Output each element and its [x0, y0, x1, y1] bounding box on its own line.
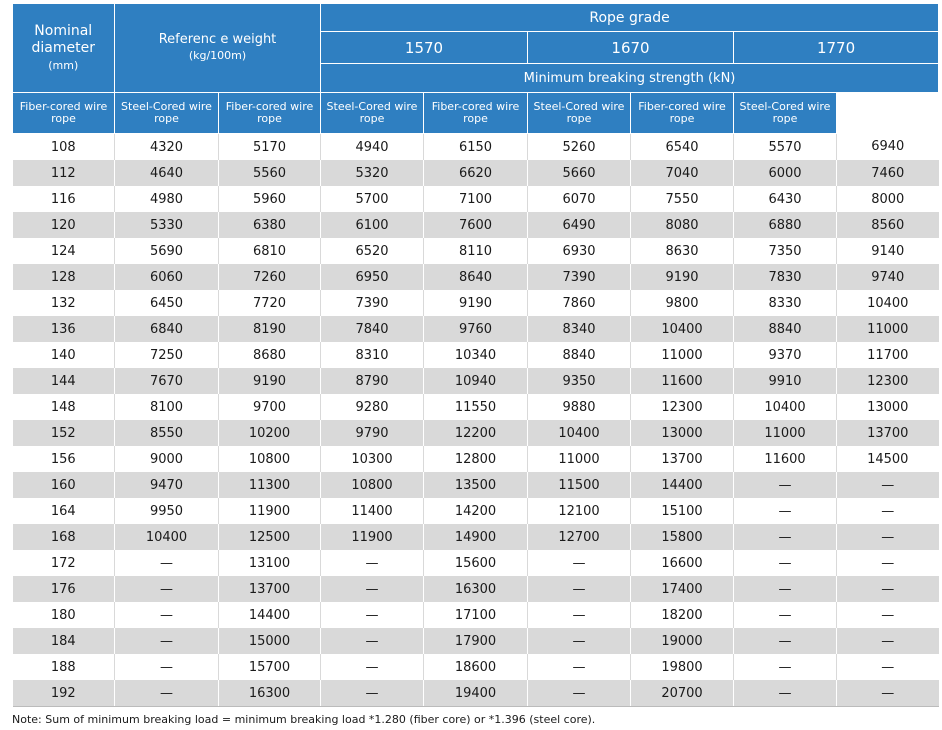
mbs-1570-steel-cell: 14900	[424, 524, 528, 550]
mbs-1770-steel-cell: —	[837, 654, 939, 680]
mbs-1570-steel-cell: 6150	[424, 134, 528, 161]
rope-type-suffix: rope	[566, 112, 592, 125]
mbs-1570-steel-cell: 8640	[424, 264, 528, 290]
mbs-1570-fiber-cell: —	[321, 628, 424, 654]
ref-weight-fiber-cell: —	[115, 550, 219, 576]
mbs-1670-fiber-cell: —	[528, 576, 631, 602]
ref-weight-steel-cell: 10200	[219, 420, 321, 446]
table-row	[13, 524, 939, 550]
diameter-cell: 188	[13, 654, 115, 680]
mbs-1670-fiber-cell: 12700	[528, 524, 631, 550]
mbs-1770-fiber-cell: 7830	[734, 264, 837, 290]
mbs-1670-fiber-cell: 5660	[528, 160, 631, 186]
mbs-1770-fiber-cell: 6000	[734, 160, 837, 186]
diameter-cell: 180	[13, 602, 115, 628]
mbs-1770-fiber-cell: —	[734, 654, 837, 680]
diameter-cell: 124	[13, 238, 115, 264]
mbs-1670-fiber-cell: 11000	[528, 446, 631, 472]
rope-type-label: Fiber-cored wire	[19, 100, 108, 113]
mbs-1770-fiber-cell: —	[734, 498, 837, 524]
mbs-1670-steel-cell: 9190	[631, 264, 734, 290]
table-row	[13, 186, 939, 212]
ref-weight-fiber-cell: 9950	[115, 498, 219, 524]
mbs-1770-fiber-cell: —	[734, 602, 837, 628]
ref-weight-fiber-cell: 5330	[115, 212, 219, 238]
mbs-1770-steel-cell: 8000	[837, 186, 939, 212]
ref-weight-steel-cell: 5170	[219, 134, 321, 161]
mbs-1770-steel-cell: 9140	[837, 238, 939, 264]
reference-weight-header	[115, 4, 321, 93]
mbs-1770-steel-cell: —	[837, 628, 939, 654]
mbs-1570-fiber-cell: 6950	[321, 264, 424, 290]
header-row-grade	[13, 4, 939, 32]
ref-weight-steel-cell: 15700	[219, 654, 321, 680]
ref-weight-fiber-cell: 9000	[115, 446, 219, 472]
mbs-1670-steel-cell: 9800	[631, 290, 734, 316]
ref-weight-steel-cell: 16300	[219, 680, 321, 707]
mbs-1770-fiber-cell: 6430	[734, 186, 837, 212]
diameter-cell: 140	[13, 342, 115, 368]
mbs-1670-fiber-cell: —	[528, 550, 631, 576]
ref-weight-steel-cell: 9700	[219, 394, 321, 420]
fiber-cored-header	[631, 93, 734, 134]
diameter-cell: 168	[13, 524, 115, 550]
mbs-1570-fiber-cell: —	[321, 576, 424, 602]
diameter-cell: 192	[13, 680, 115, 707]
mbs-1770-steel-cell: 6940	[837, 134, 939, 161]
table-row	[13, 602, 939, 628]
mbs-1570-fiber-cell: 5320	[321, 160, 424, 186]
ref-weight-fiber-cell: 7670	[115, 368, 219, 394]
ref-weight-fiber-cell: —	[115, 628, 219, 654]
table-row	[13, 628, 939, 654]
mbs-1670-steel-cell: 18200	[631, 602, 734, 628]
mbs-1770-steel-cell: 7460	[837, 160, 939, 186]
ref-weight-fiber-cell: —	[115, 602, 219, 628]
mbs-1670-fiber-cell: 11500	[528, 472, 631, 498]
mbs-1670-fiber-cell: 8840	[528, 342, 631, 368]
grade-1770-header: 1770	[734, 32, 939, 64]
mbs-1570-steel-cell: 14200	[424, 498, 528, 524]
table-row	[13, 472, 939, 498]
min-breaking-strength-header: Minimum breaking strength (kN)	[321, 64, 939, 93]
nominal-diameter-header	[13, 4, 115, 93]
mbs-1770-steel-cell: —	[837, 602, 939, 628]
diameter-cell: 152	[13, 420, 115, 446]
ref-weight-fiber-cell: —	[115, 680, 219, 707]
mbs-1770-fiber-cell: —	[734, 550, 837, 576]
mbs-1770-steel-cell: —	[837, 576, 939, 602]
mbs-1670-fiber-cell: 6490	[528, 212, 631, 238]
mbs-1770-steel-cell: —	[837, 498, 939, 524]
ref-weight-steel-cell: 14400	[219, 602, 321, 628]
diameter-cell: 108	[13, 134, 115, 161]
diameter-cell: 184	[13, 628, 115, 654]
mbs-1770-steel-cell: 11000	[837, 316, 939, 342]
table-row	[13, 420, 939, 446]
ref-weight-fiber-cell: —	[115, 654, 219, 680]
mbs-1570-fiber-cell: 10800	[321, 472, 424, 498]
mbs-1670-fiber-cell: 7860	[528, 290, 631, 316]
mbs-1570-steel-cell: 11550	[424, 394, 528, 420]
mbs-1770-steel-cell: 14500	[837, 446, 939, 472]
mbs-1670-fiber-cell: —	[528, 602, 631, 628]
mbs-1570-fiber-cell: 11900	[321, 524, 424, 550]
mbs-1770-steel-cell: 9740	[837, 264, 939, 290]
mbs-1670-fiber-cell: —	[528, 680, 631, 707]
mbs-1670-steel-cell: 13000	[631, 420, 734, 446]
mbs-1770-fiber-cell: 7350	[734, 238, 837, 264]
mbs-1570-fiber-cell: 8310	[321, 342, 424, 368]
rope-spec-table	[12, 3, 939, 707]
diameter-cell: 176	[13, 576, 115, 602]
mbs-1770-steel-cell: —	[837, 524, 939, 550]
mbs-1670-fiber-cell: —	[528, 628, 631, 654]
fiber-cored-header	[424, 93, 528, 134]
mbs-1570-steel-cell: 12800	[424, 446, 528, 472]
steel-cored-header	[734, 93, 837, 134]
mbs-1570-steel-cell: 18600	[424, 654, 528, 680]
rope-type-label: Steel-Cored wire	[533, 100, 625, 113]
rope-type-suffix: rope	[669, 112, 695, 125]
table-row	[13, 160, 939, 186]
rope-type-label: Steel-Cored wire	[326, 100, 418, 113]
mbs-1770-steel-cell: 13000	[837, 394, 939, 420]
grade-1670-header: 1670	[528, 32, 734, 64]
mbs-1570-fiber-cell: 6520	[321, 238, 424, 264]
grade-1570-header: 1570	[321, 32, 528, 64]
diameter-cell: 156	[13, 446, 115, 472]
mbs-1670-steel-cell: 7040	[631, 160, 734, 186]
rope-type-label: Fiber-cored wire	[431, 100, 520, 113]
table-row	[13, 576, 939, 602]
mbs-1770-fiber-cell: 11600	[734, 446, 837, 472]
mbs-1670-fiber-cell: 6930	[528, 238, 631, 264]
mbs-1770-steel-cell: 12300	[837, 368, 939, 394]
mbs-1570-steel-cell: 10940	[424, 368, 528, 394]
diameter-cell: 128	[13, 264, 115, 290]
steel-cored-header	[528, 93, 631, 134]
mbs-1670-steel-cell: 13700	[631, 446, 734, 472]
ref-weight-steel-cell: 10800	[219, 446, 321, 472]
mbs-1570-fiber-cell: 9280	[321, 394, 424, 420]
diameter-cell: 148	[13, 394, 115, 420]
mbs-1670-fiber-cell: 5260	[528, 134, 631, 161]
mbs-1770-steel-cell: 13700	[837, 420, 939, 446]
table-row	[13, 498, 939, 524]
mbs-1570-steel-cell: 12200	[424, 420, 528, 446]
rope-type-label: Steel-Cored wire	[739, 100, 831, 113]
mbs-1570-fiber-cell: —	[321, 602, 424, 628]
diameter-cell: 112	[13, 160, 115, 186]
ref-weight-fiber-cell: —	[115, 576, 219, 602]
table-row	[13, 550, 939, 576]
mbs-1770-fiber-cell: 5570	[734, 134, 837, 161]
ref-weight-fiber-cell: 9470	[115, 472, 219, 498]
ref-weight-steel-cell: 5560	[219, 160, 321, 186]
table-row	[13, 342, 939, 368]
ref-weight-fiber-cell: 8550	[115, 420, 219, 446]
mbs-1770-steel-cell: 11700	[837, 342, 939, 368]
mbs-1570-fiber-cell: 7840	[321, 316, 424, 342]
mbs-1670-fiber-cell: 9880	[528, 394, 631, 420]
mbs-1570-fiber-cell: 9790	[321, 420, 424, 446]
ref-weight-steel-cell: 7260	[219, 264, 321, 290]
table-row	[13, 134, 939, 161]
table-header	[13, 4, 939, 134]
mbs-1770-fiber-cell: —	[734, 472, 837, 498]
mbs-1670-fiber-cell: 7390	[528, 264, 631, 290]
table-row	[13, 290, 939, 316]
steel-cored-header	[115, 93, 219, 134]
diameter-label: diameter	[31, 39, 95, 56]
mm-unit-label: (mm)	[48, 58, 79, 72]
mbs-1770-steel-cell: —	[837, 550, 939, 576]
diameter-cell: 160	[13, 472, 115, 498]
mbs-1670-steel-cell: 20700	[631, 680, 734, 707]
mbs-1570-fiber-cell: 5700	[321, 186, 424, 212]
mbs-1670-steel-cell: 15100	[631, 498, 734, 524]
diameter-cell: 172	[13, 550, 115, 576]
mbs-1770-fiber-cell: —	[734, 680, 837, 707]
mbs-1570-steel-cell: 8110	[424, 238, 528, 264]
rope-grade-header: Rope grade	[321, 4, 939, 32]
nominal-label: Nominal	[34, 22, 93, 39]
mbs-1570-steel-cell: 17900	[424, 628, 528, 654]
mbs-1570-steel-cell: 10340	[424, 342, 528, 368]
rope-type-label: Fiber-cored wire	[225, 100, 314, 113]
mbs-1570-steel-cell: 9190	[424, 290, 528, 316]
diameter-cell: 120	[13, 212, 115, 238]
ref-weight-steel-cell: 11900	[219, 498, 321, 524]
mbs-1570-fiber-cell: 7390	[321, 290, 424, 316]
mbs-1570-steel-cell: 6620	[424, 160, 528, 186]
mbs-1770-fiber-cell: 9910	[734, 368, 837, 394]
mbs-1770-fiber-cell: 6880	[734, 212, 837, 238]
mbs-1670-steel-cell: 11000	[631, 342, 734, 368]
mbs-1670-steel-cell: 11600	[631, 368, 734, 394]
mbs-1570-steel-cell: 15600	[424, 550, 528, 576]
mbs-1670-fiber-cell: —	[528, 654, 631, 680]
ref-weight-steel-cell: 13100	[219, 550, 321, 576]
mbs-1670-fiber-cell: 6070	[528, 186, 631, 212]
mbs-1570-fiber-cell: —	[321, 654, 424, 680]
ref-weight-steel-cell: 6810	[219, 238, 321, 264]
mbs-1770-fiber-cell: 10400	[734, 394, 837, 420]
ref-weight-fiber-cell: 10400	[115, 524, 219, 550]
rope-type-suffix: rope	[257, 112, 282, 125]
rope-type-suffix: rope	[463, 112, 488, 125]
ref-weight-steel-cell: 8680	[219, 342, 321, 368]
mbs-1570-fiber-cell: 11400	[321, 498, 424, 524]
fiber-cored-header	[219, 93, 321, 134]
mbs-1570-fiber-cell: 4940	[321, 134, 424, 161]
table-row	[13, 654, 939, 680]
table-row	[13, 264, 939, 290]
ref-weight-fiber-cell: 4980	[115, 186, 219, 212]
mbs-1670-steel-cell: 14400	[631, 472, 734, 498]
mbs-1770-steel-cell: —	[837, 680, 939, 707]
mbs-1770-fiber-cell: —	[734, 628, 837, 654]
rope-type-suffix: rope	[359, 112, 385, 125]
mbs-1670-steel-cell: 6540	[631, 134, 734, 161]
table-body	[13, 134, 939, 707]
mbs-1570-fiber-cell: —	[321, 680, 424, 707]
mbs-1670-steel-cell: 17400	[631, 576, 734, 602]
table-row	[13, 212, 939, 238]
mbs-1770-steel-cell: 10400	[837, 290, 939, 316]
mbs-1570-steel-cell: 19400	[424, 680, 528, 707]
rope-type-suffix: rope	[772, 112, 798, 125]
ref-weight-steel-cell: 6380	[219, 212, 321, 238]
diameter-cell: 144	[13, 368, 115, 394]
table-row	[13, 394, 939, 420]
ref-weight-fiber-cell: 4640	[115, 160, 219, 186]
mbs-1670-steel-cell: 8080	[631, 212, 734, 238]
table-row	[13, 446, 939, 472]
rope-type-label: Fiber-cored wire	[638, 100, 726, 113]
reference-weight-label: Referenc e weight	[158, 32, 277, 47]
mbs-1570-steel-cell: 13500	[424, 472, 528, 498]
mbs-1670-steel-cell: 15800	[631, 524, 734, 550]
ref-weight-steel-cell: 11300	[219, 472, 321, 498]
diameter-cell: 132	[13, 290, 115, 316]
mbs-1770-fiber-cell: 9370	[734, 342, 837, 368]
mbs-1570-fiber-cell: 10300	[321, 446, 424, 472]
mbs-1670-steel-cell: 10400	[631, 316, 734, 342]
mbs-1770-fiber-cell: 11000	[734, 420, 837, 446]
mbs-1570-steel-cell: 16300	[424, 576, 528, 602]
mbs-1570-fiber-cell: 8790	[321, 368, 424, 394]
diameter-cell: 164	[13, 498, 115, 524]
rope-type-suffix: rope	[154, 112, 179, 125]
ref-weight-steel-cell: 5960	[219, 186, 321, 212]
mbs-1670-steel-cell: 19800	[631, 654, 734, 680]
table-row	[13, 238, 939, 264]
mbs-1570-steel-cell: 17100	[424, 602, 528, 628]
mbs-1670-steel-cell: 7550	[631, 186, 734, 212]
steel-cored-header	[321, 93, 424, 134]
table-row	[13, 316, 939, 342]
mbs-1670-steel-cell: 16600	[631, 550, 734, 576]
mbs-1570-steel-cell: 7100	[424, 186, 528, 212]
mbs-1670-steel-cell: 8630	[631, 238, 734, 264]
mbs-1770-fiber-cell: 8840	[734, 316, 837, 342]
ref-weight-steel-cell: 7720	[219, 290, 321, 316]
ref-weight-fiber-cell: 4320	[115, 134, 219, 161]
diameter-cell: 116	[13, 186, 115, 212]
ref-weight-steel-cell: 12500	[219, 524, 321, 550]
mbs-1770-fiber-cell: —	[734, 576, 837, 602]
mbs-1770-fiber-cell: —	[734, 524, 837, 550]
mbs-1670-steel-cell: 19000	[631, 628, 734, 654]
header-row-rope-types	[13, 93, 939, 134]
mbs-1670-fiber-cell: 9350	[528, 368, 631, 394]
ref-weight-fiber-cell: 8100	[115, 394, 219, 420]
ref-weight-steel-cell: 8190	[219, 316, 321, 342]
ref-weight-steel-cell: 13700	[219, 576, 321, 602]
mbs-1670-steel-cell: 12300	[631, 394, 734, 420]
fiber-cored-header	[13, 93, 115, 134]
ref-weight-steel-cell: 9190	[219, 368, 321, 394]
rope-type-label: Steel-Cored wire	[121, 100, 212, 113]
table-row	[13, 368, 939, 394]
ref-weight-fiber-cell: 7250	[115, 342, 219, 368]
footnote: Note: Sum of minimum breaking load = minimum breaking load *1.280 (fiber core) or *1.396 (steel core).	[12, 713, 596, 726]
mbs-1670-fiber-cell: 8340	[528, 316, 631, 342]
mbs-1770-steel-cell: —	[837, 472, 939, 498]
mbs-1570-steel-cell: 9760	[424, 316, 528, 342]
mbs-1770-fiber-cell: 8330	[734, 290, 837, 316]
mbs-1670-fiber-cell: 12100	[528, 498, 631, 524]
ref-weight-fiber-cell: 6450	[115, 290, 219, 316]
mbs-1570-fiber-cell: —	[321, 550, 424, 576]
table-row	[13, 680, 939, 707]
mbs-1570-steel-cell: 7600	[424, 212, 528, 238]
ref-weight-fiber-cell: 6840	[115, 316, 219, 342]
ref-weight-fiber-cell: 6060	[115, 264, 219, 290]
rope-type-suffix: rope	[51, 112, 76, 125]
mbs-1770-steel-cell: 8560	[837, 212, 939, 238]
reference-weight-unit: (kg/100m)	[188, 49, 247, 62]
ref-weight-fiber-cell: 5690	[115, 238, 219, 264]
mbs-1570-fiber-cell: 6100	[321, 212, 424, 238]
mbs-1670-fiber-cell: 10400	[528, 420, 631, 446]
diameter-cell: 136	[13, 316, 115, 342]
ref-weight-steel-cell: 15000	[219, 628, 321, 654]
